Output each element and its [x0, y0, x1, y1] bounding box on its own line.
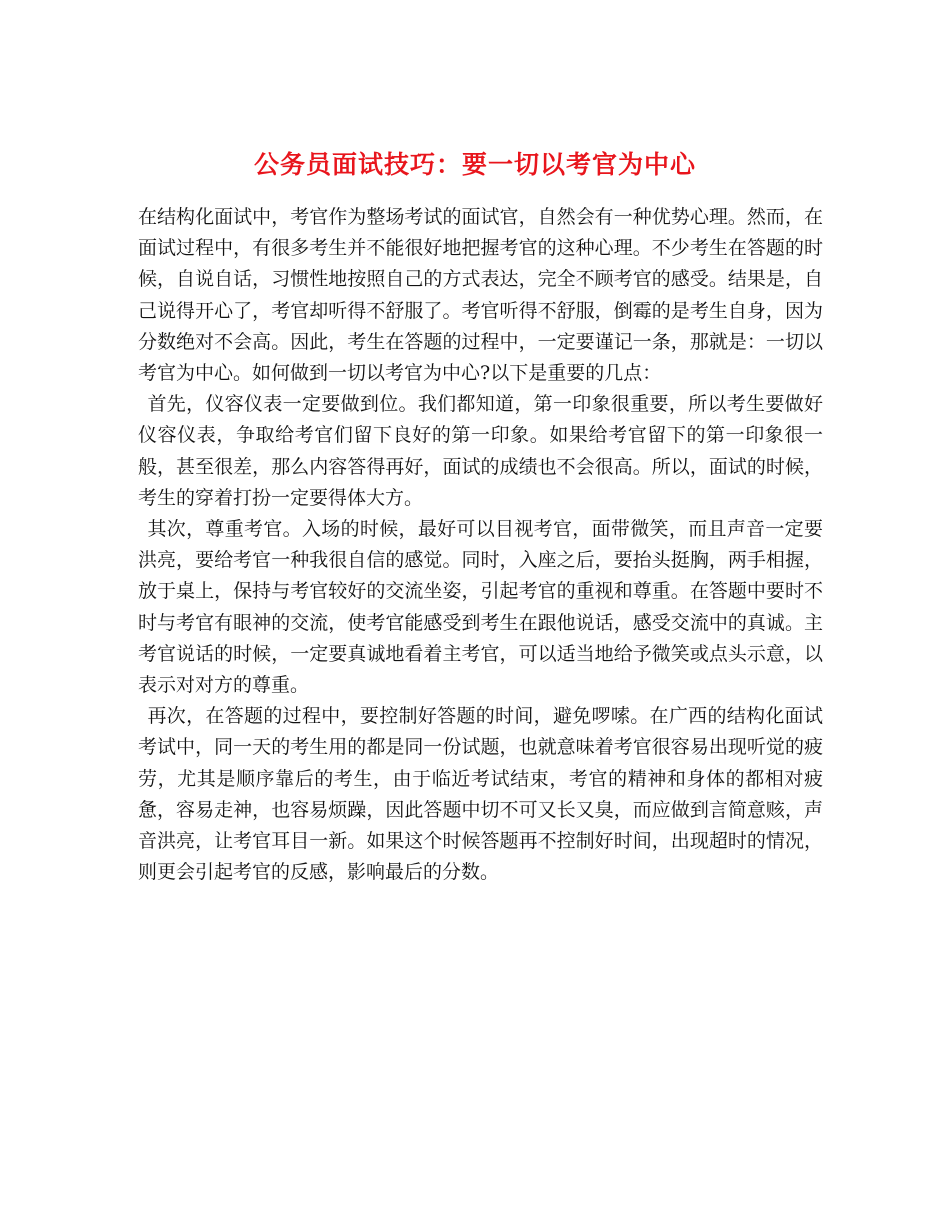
paragraph-third-point: 再次，在答题的过程中，要控制好答题的时间，避免啰嗦。在广西的结构化面试考试中，同一天的考生用的都是同一份试题，也就意味着考官很容易出现听觉的疲劳，尤其是顺序靠后的考生，由于临近考试结束，考官的精神和身体的都相对疲惫，容易走神，也容易烦躁，因此答题中切不可又长又臭，而应做到言简意赅，声音洪亮，让考官耳目一新。如果这个时候答题再不控制好时间，出现超时的情况，则更会引起考官的反感，影响最后的分数。	[138, 705, 823, 884]
paragraph-first-point: 首先，仪容仪表一定要做到位。我们都知道，第一印象很重要，所以考生要做好仪容仪表，争取给考官们留下良好的第一印象。如果给考官留下的第一印象很一般，甚至很差，那么内容答得再好，面试的成绩也不会很高。所以，面试的时候，考生的穿着打扮一定要得体大方。	[138, 393, 823, 509]
paragraph-intro: 在结构化面试中，考官作为整场考试的面试官，自然会有一种优势心理。然而，在面试过程中，有很多考生并不能很好地把握考官的这种心理。不少考生在答题的时候，自说自话，习惯性地按照自己的方式表达，完全不顾考官的感受。结果是，自己说得开心了，考官却听得不舒服了。考官听得不舒服，倒霉的是考生自身，因为分数绝对不会高。因此，考生在答题的过程中，一定要谨记一条，那就是：一切以考官为中心。如何做到一切以考官为中心?以下是重要的几点：	[138, 206, 823, 385]
paragraph-second-point: 其次，尊重考官。入场的时候，最好可以目视考官，面带微笑，而且声音一定要洪亮，要给考官一种我很自信的感觉。同时，入座之后，要抬头挺胸，两手相握，放于桌上，保持与考官较好的交流坐姿，引起考官的重视和尊重。在答题中要时不时与考官有眼神的交流，使考官能感受到考生在跟他说话，感受交流中的真诚。主考官说话的时候，一定要真诚地看着主考官，可以适当地给予微笑或点头示意，以表示对对方的尊重。	[138, 518, 823, 697]
document-title: 公务员面试技巧：要一切以考官为中心	[253, 149, 696, 179]
document-body	[138, 202, 823, 888]
